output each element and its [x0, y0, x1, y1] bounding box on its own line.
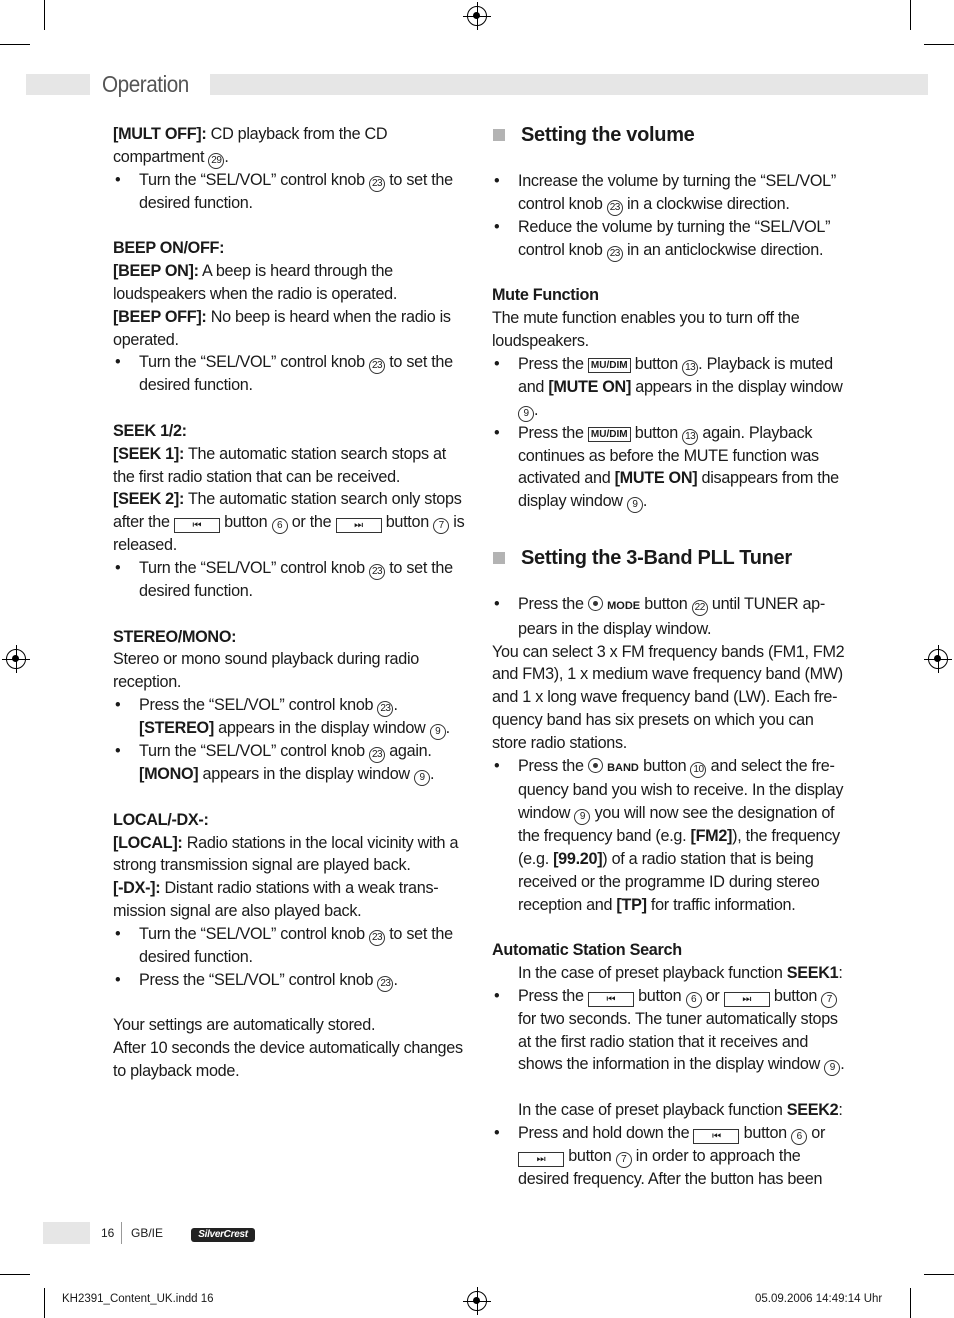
- list-item: • Press the ⏮ button 6 or ⏭ button 7 for two seconds. The tuner automatically stops at the first radio station that it receives and shows the information in the display window 9 .: [492, 985, 850, 1077]
- square-bullet-icon: [493, 552, 505, 564]
- crop-mark: [910, 1288, 911, 1318]
- registration-mark-icon: [467, 6, 487, 26]
- prev-track-icon: ⏮: [693, 1129, 739, 1144]
- list-item: • Press the MODE button 22 until TUNER appears in the display window.: [494, 594, 826, 638]
- section-heading-volume: Setting the volume: [492, 123, 850, 147]
- ref-number: 9: [627, 497, 643, 513]
- ref-number: 9: [430, 724, 446, 740]
- ref-number: 7: [821, 992, 837, 1008]
- square-bullet-icon: [493, 129, 505, 141]
- ref-number: 23: [369, 747, 385, 763]
- list-item: • Turn the “SEL/VOL” control knob 23 again. [MONO] appears in the display window 9 .: [113, 740, 471, 786]
- registration-mark-icon: [928, 649, 948, 669]
- prev-track-icon: ⏮: [588, 992, 634, 1007]
- list-item: • Reduce the volume by turning the “SEL/VOL” control knob 23 in an anticlockwise direction.: [492, 216, 850, 262]
- ref-number: 6: [791, 1129, 807, 1145]
- next-track-icon: ⏭: [724, 992, 770, 1007]
- ref-number: 6: [686, 992, 702, 1008]
- page-title: Operation: [102, 71, 189, 97]
- band-button-icon: [588, 758, 603, 773]
- registration-mark-icon: [6, 649, 26, 669]
- list-item: • Turn the “SEL/VOL” control knob 23 to set the desired function.: [115, 924, 453, 966]
- ref-number: 23: [369, 176, 385, 192]
- crop-mark: [44, 0, 45, 30]
- timeout-paragraph: After 10 seconds the device automatically changes to playback mode.: [113, 1039, 463, 1080]
- crop-mark: [0, 1274, 30, 1275]
- list-item: • Turn the “SEL/VOL” control knob 23 to set the desired function.: [115, 353, 453, 395]
- mode-label: MODE: [607, 599, 641, 612]
- date-slug: 05.09.2006 14:49:14 Uhr: [755, 1293, 883, 1305]
- header-bar-right: [210, 74, 928, 95]
- registration-mark-icon: [467, 1291, 487, 1311]
- crop-mark: [924, 44, 954, 45]
- ref-number: 29: [208, 153, 224, 169]
- mu-dim-button-label: MU/DIM: [588, 427, 631, 442]
- ref-number: 23: [369, 930, 385, 946]
- dx-paragraph: [-DX-]: Distant radio stations with a weak transmission signal are also played back.: [113, 879, 439, 920]
- ref-number: 23: [377, 976, 393, 992]
- mute-paragraph: The mute function enables you to turn off the loudspeakers.: [492, 309, 800, 350]
- ref-number: 9: [518, 406, 534, 422]
- stereo-heading: STEREO/MONO:: [113, 627, 237, 646]
- crop-mark: [910, 0, 911, 30]
- seek-heading: SEEK 1/2:: [113, 421, 187, 440]
- ref-number: 7: [616, 1152, 632, 1168]
- list-item: • Turn the “SEL/VOL” control knob 23 to set the desired function.: [115, 558, 453, 600]
- ref-number: 6: [272, 518, 288, 534]
- footer-divider: [121, 1222, 122, 1244]
- seek1-paragraph: [SEEK 1]: The automatic station search stops at the first radio station that can be received.: [113, 444, 446, 486]
- beep-on-paragraph: [BEEP ON]: A beep is heard through the loudspeakers when the radio is operated.: [113, 262, 398, 303]
- crop-mark: [44, 1288, 45, 1318]
- list-item: • Turn the “SEL/VOL” control knob 23 to set the desired function.: [115, 170, 453, 212]
- list-item: • Press the MU/DIM button 13 again. Playback continues as before the MUTE function was activated and [MUTE ON] disappears from the display window 9 .: [492, 422, 850, 514]
- beep-heading: BEEP ON/OFF:: [113, 239, 225, 258]
- next-track-icon: ⏭: [336, 518, 382, 533]
- band-label: BAND: [607, 761, 639, 774]
- mu-dim-button-label: MU/DIM: [588, 358, 631, 373]
- list-item: • Press and hold down the ⏮ button 6 or ⏭ button 7 in order to approach the desired frequency. After the button has been: [494, 1123, 826, 1188]
- ref-number: 9: [414, 770, 430, 786]
- next-track-icon: ⏭: [518, 1152, 564, 1167]
- beep-off-paragraph: [BEEP OFF]: No beep is heard when the radio is operated.: [113, 307, 451, 349]
- seek2-paragraph: [SEEK 2]: The automatic station search only stops after the ⏮ button 6 or the ⏭ button 7 is released.: [113, 490, 465, 555]
- file-slug: KH2391_Content_UK.indd 16: [62, 1293, 214, 1305]
- ref-number: 23: [607, 246, 623, 262]
- ref-number: 9: [824, 1060, 840, 1076]
- page-number: 16: [101, 1226, 115, 1240]
- ref-number: 7: [433, 518, 449, 534]
- seek1-intro: In the case of preset playback function SEEK1:: [518, 963, 843, 982]
- right-column: [492, 123, 850, 1191]
- seek2-intro: In the case of preset playback function SEEK2:: [518, 1101, 843, 1120]
- brand-logo: SilverCrest: [191, 1228, 255, 1242]
- mult-off-paragraph: [MULT OFF]: CD playback from the CD compartment 29 .: [113, 123, 471, 169]
- ref-number: 22: [692, 600, 708, 616]
- ref-number: 23: [369, 358, 385, 374]
- list-item: • Press the BAND button 10 and select the frequency band you wish to receive. In the display window 9 you will now see the designation of the frequency band (e.g. [FM2]), the frequency (e.g. [99.20]) of a radio station that is being received or the programme ID during stereo reception and [TP] for traffic information.: [494, 756, 844, 914]
- ref-number: 23: [377, 701, 393, 717]
- left-column: [113, 123, 471, 1083]
- auto-search-heading: Automatic Station Search: [492, 941, 682, 960]
- crop-mark: [0, 44, 30, 45]
- local-heading: LOCAL/-DX-:: [113, 810, 209, 829]
- section-heading-tuner: Setting the 3-Band PLL Tuner: [492, 546, 850, 570]
- mute-heading: Mute Function: [492, 286, 599, 305]
- list-item: • Press the “SEL/VOL” control knob 23 . [STEREO] appears in the display window 9 .: [113, 694, 471, 740]
- tuner-paragraph: You can select 3 x FM frequency bands (FM1, FM2 and FM3), 1 x medium wave frequency band (MW) and 1 x long wave frequency band (LW). Each frequency band has six presets on which you can store radio stations.: [492, 642, 845, 752]
- prev-track-icon: ⏮: [174, 518, 220, 533]
- stored-paragraph: Your settings are automatically stored.: [113, 1016, 376, 1035]
- stereo-paragraph: Stereo or mono sound playback during radio reception.: [113, 650, 419, 692]
- language-code: GB/IE: [131, 1226, 164, 1240]
- ref-number: 23: [369, 564, 385, 580]
- ref-number: 23: [607, 200, 623, 216]
- ref-number: 9: [574, 809, 590, 825]
- ref-number: 10: [690, 762, 706, 778]
- list-item: • Press the “SEL/VOL” control knob 23 .: [113, 969, 471, 992]
- list-item: • Increase the volume by turning the “SEL/VOL” control knob 23 in a clockwise direction.: [492, 170, 850, 216]
- ref-number: 13: [682, 360, 698, 376]
- local-paragraph: [LOCAL]: Radio stations in the local vicinity with a strong transmission signal are played back.: [113, 833, 459, 875]
- footer-bar: [43, 1222, 90, 1244]
- crop-mark: [924, 1274, 954, 1275]
- header-bar-left: [26, 74, 90, 95]
- mode-button-icon: [588, 596, 603, 611]
- ref-number: 13: [682, 429, 698, 445]
- list-item: • Press the MU/DIM button 13 . Playback is muted and [MUTE ON] appears in the display window 9 .: [492, 353, 850, 422]
